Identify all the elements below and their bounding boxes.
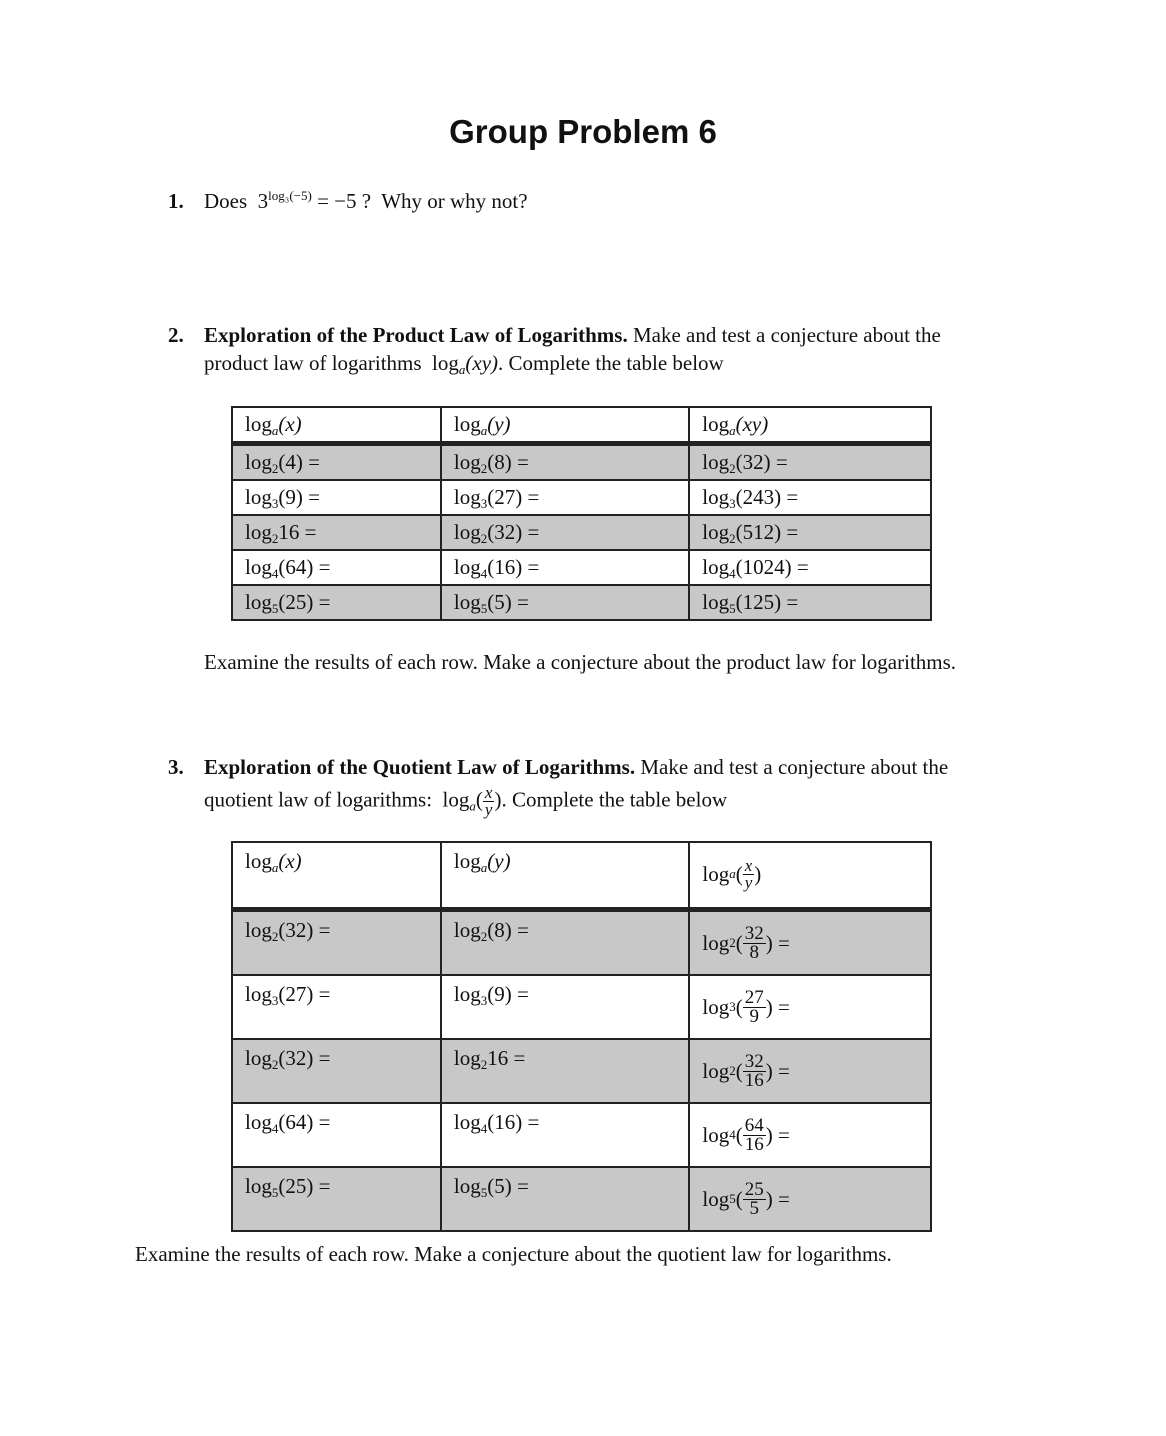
table-cell[interactable]: $\log_4(16)$ = (441, 550, 689, 585)
table-cell[interactable]: $\log_216$ = (441, 1039, 689, 1103)
math-log-arg: (xy) (465, 351, 499, 375)
question-text: Make and test a conjecture about the (640, 755, 949, 779)
product-law-prompt: Examine the results of each row. Make a conjecture about the product law for logarithms. (204, 650, 957, 674)
table-row (232, 550, 931, 585)
header-cell: $\log_a(x)$ (232, 842, 441, 910)
table-cell[interactable]: log 4 ( $\frac{64}{16}$ ) = (689, 1103, 931, 1167)
table-cell[interactable]: $\log_3(9)$ = (232, 480, 441, 515)
math-fraction: $\frac{x}{y}$ (484, 783, 493, 819)
math-equals: = −5 ? (317, 189, 372, 213)
table-row (232, 585, 931, 620)
table-cell[interactable]: $\log_5(5)$ = (441, 585, 689, 620)
table-cell[interactable]: $\log_2(32)$ = (689, 444, 931, 481)
table-row (232, 1039, 931, 1103)
table-row (232, 515, 931, 550)
table-cell[interactable]: log 5 ( $\frac{25}{5}$ ) = (689, 1167, 931, 1231)
question-number: 1. (168, 189, 184, 213)
table-cell[interactable]: $\log_2(8)$ = (441, 910, 689, 976)
table-header-row (232, 407, 931, 444)
table-cell[interactable]: $\log_5(25)$ = (232, 1167, 441, 1231)
table-cell[interactable]: $\log_2(32)$ = (441, 515, 689, 550)
quotient-law-prompt: Examine the results of each row. Make a conjecture about the quotient law for logarithms. (135, 1242, 892, 1266)
table-cell[interactable]: $\log_2(32)$ = (232, 1039, 441, 1103)
table-cell[interactable]: $\log_3(243)$ = (689, 480, 931, 515)
table-cell[interactable]: $\log_5(125)$ = (689, 585, 931, 620)
question-text: product law of logarithms (204, 351, 422, 375)
table-cell[interactable]: log 2 ( $\frac{32}{8}$ ) = (689, 910, 931, 976)
table-row (232, 910, 931, 976)
table-header-row (232, 842, 931, 910)
table-row (232, 1103, 931, 1167)
table-cell[interactable]: $\log_4(1024)$ = (689, 550, 931, 585)
table-cell[interactable]: $\log_3(9)$ = (441, 975, 689, 1039)
question-text: Does (204, 189, 248, 213)
question-text: quotient law of logarithms: (204, 787, 433, 812)
header-cell: $\log_a(y)$ (441, 407, 689, 444)
table-cell[interactable]: log 2 ( $\frac{32}{16}$ ) = (689, 1039, 931, 1103)
table-row (232, 444, 931, 481)
table-cell[interactable]: $\log_3(27)$ = (232, 975, 441, 1039)
question-number: 2. (168, 323, 184, 347)
table-row (232, 480, 931, 515)
product-law-table (231, 406, 932, 621)
math-base: 3 (257, 189, 269, 213)
page-title: Group Problem 6 (449, 113, 717, 150)
header-cell: $\log_a(y)$ (441, 842, 689, 910)
question-heading: Exploration of the Product Law of Logarithms. (204, 323, 628, 347)
math-log-base: a (458, 362, 466, 377)
header-cell: $\log_a(xy)$ (689, 407, 931, 444)
table-cell[interactable]: $\log_4(64)$ = (232, 550, 441, 585)
table-row (232, 1167, 931, 1231)
table-cell[interactable]: $\log_4(16)$ = (441, 1103, 689, 1167)
table-cell[interactable]: $\log_216$ = (232, 515, 441, 550)
table-cell[interactable]: $\log_2(32)$ = (232, 910, 441, 976)
table-cell[interactable]: $\log_2(8)$ = (441, 444, 689, 481)
question-heading: Exploration of the Quotient Law of Logarithms. (204, 755, 636, 779)
math-log: log (432, 351, 459, 375)
question-number: 3. (168, 755, 184, 779)
math-exponent: log₃(−5) (268, 188, 312, 203)
table-row (232, 975, 931, 1039)
question-text-after: Why or why not? (381, 189, 528, 213)
table-cell[interactable]: $\log_2(512)$ = (689, 515, 931, 550)
header-cell: log a ( $\frac{x}{y}$ ) (689, 842, 931, 910)
header-cell: $\log_a(x)$ (232, 407, 441, 444)
table-cell[interactable]: $\log_2(4)$ = (232, 444, 441, 481)
quotient-law-table (231, 841, 932, 1232)
table-cell[interactable]: $\log_3(27)$ = (441, 480, 689, 515)
question-text: . Complete the table below (501, 787, 728, 812)
math-log-base: a (469, 798, 476, 814)
table-cell[interactable]: $\log_4(64)$ = (232, 1103, 441, 1167)
table-cell[interactable]: $\log_5(25)$ = (232, 585, 441, 620)
table-cell[interactable]: log 3 ( $\frac{27}{9}$ ) = (689, 975, 931, 1039)
question-text: Make and test a conjecture about the (632, 323, 941, 347)
question-text: . Complete the table below (498, 351, 724, 375)
table-cell[interactable]: $\log_5(5)$ = (441, 1167, 689, 1231)
math-log: log (442, 787, 470, 812)
